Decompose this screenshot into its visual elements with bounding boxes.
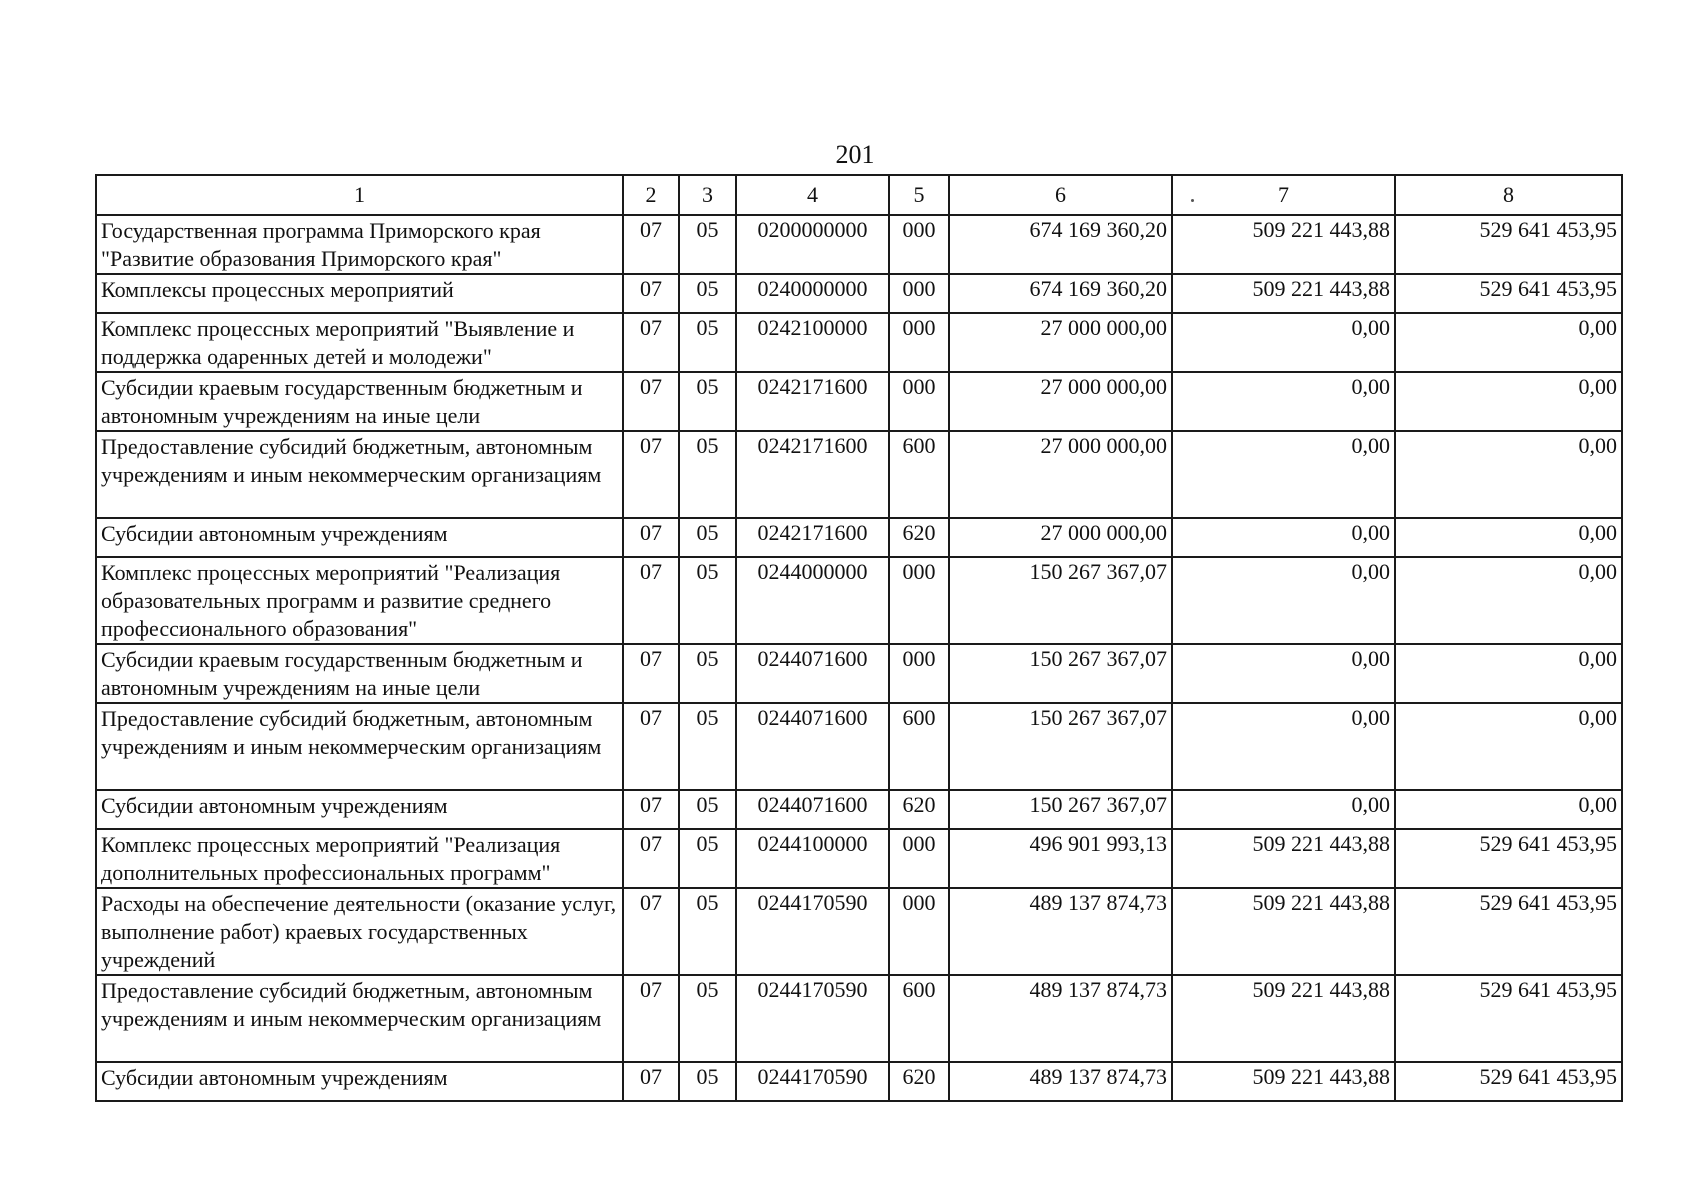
row-name: Комплекс процессных мероприятий "Выявление и поддержка одаренных детей и молодежи": [96, 313, 623, 372]
row-amount-col7: 0,00: [1172, 431, 1395, 518]
row-amount-col7: 0,00: [1172, 703, 1395, 790]
row-amount-col7: 509 221 443,88: [1172, 215, 1395, 274]
row-amount-col6: 489 137 874,73: [949, 888, 1172, 975]
row-name: Расходы на обеспечение деятельности (оказание услуг, выполнение работ) краевых государственных учреждений: [96, 888, 623, 975]
row-amount-col8: 529 641 453,95: [1395, 274, 1622, 313]
row-amount-col8: 529 641 453,95: [1395, 215, 1622, 274]
table-row: [96, 790, 1622, 829]
row-target-code: 0244170590: [736, 1062, 889, 1101]
table-row: [96, 557, 1622, 644]
budget-table: [95, 174, 1623, 1102]
row-amount-col7: 0,00: [1172, 557, 1395, 644]
row-expense-type: 620: [889, 790, 949, 829]
row-section: 07: [623, 274, 679, 313]
row-amount-col8: 0,00: [1395, 518, 1622, 557]
column-header-6: 6: [949, 175, 1172, 215]
row-subsection: 05: [679, 888, 736, 975]
row-amount-col8: 0,00: [1395, 644, 1622, 703]
row-section: 07: [623, 313, 679, 372]
column-header-3: 3: [679, 175, 736, 215]
row-section: 07: [623, 1062, 679, 1101]
table-row: [96, 703, 1622, 790]
table-row: [96, 372, 1622, 431]
row-target-code: 0242171600: [736, 431, 889, 518]
row-amount-col6: 150 267 367,07: [949, 557, 1172, 644]
row-subsection: 05: [679, 518, 736, 557]
table-row: [96, 274, 1622, 313]
row-amount-col7: 0,00: [1172, 790, 1395, 829]
column-header-7: 7: [1172, 175, 1395, 215]
row-amount-col6: 674 169 360,20: [949, 215, 1172, 274]
row-name: Субсидии автономным учреждениям: [96, 790, 623, 829]
row-subsection: 05: [679, 829, 736, 888]
table-row: [96, 431, 1622, 518]
row-target-code: 0244170590: [736, 888, 889, 975]
row-name: Комплекс процессных мероприятий "Реализация образовательных программ и развитие среднего профессионального образования": [96, 557, 623, 644]
row-expense-type: 000: [889, 215, 949, 274]
row-amount-col7: 0,00: [1172, 372, 1395, 431]
row-target-code: 0200000000: [736, 215, 889, 274]
row-expense-type: 620: [889, 518, 949, 557]
row-amount-col8: 0,00: [1395, 313, 1622, 372]
table-row: [96, 1062, 1622, 1101]
row-expense-type: 600: [889, 703, 949, 790]
row-subsection: 05: [679, 372, 736, 431]
row-subsection: 05: [679, 274, 736, 313]
row-amount-col8: 0,00: [1395, 703, 1622, 790]
row-subsection: 05: [679, 313, 736, 372]
table-row: [96, 518, 1622, 557]
row-target-code: 0244170590: [736, 975, 889, 1062]
row-amount-col8: 0,00: [1395, 372, 1622, 431]
row-expense-type: 000: [889, 274, 949, 313]
row-section: 07: [623, 790, 679, 829]
row-expense-type: 000: [889, 888, 949, 975]
row-expense-type: 000: [889, 557, 949, 644]
row-amount-col7: 509 221 443,88: [1172, 888, 1395, 975]
page-number: 201: [835, 140, 875, 169]
row-section: 07: [623, 557, 679, 644]
row-subsection: 05: [679, 431, 736, 518]
table-header-row: [96, 175, 1622, 215]
column-header-1: 1: [96, 175, 623, 215]
row-name: Предоставление субсидий бюджетным, автономным учреждениям и иным некоммерческим организациям: [96, 703, 623, 790]
column-header-8: 8: [1395, 175, 1622, 215]
row-subsection: 05: [679, 557, 736, 644]
row-section: 07: [623, 518, 679, 557]
row-section: 07: [623, 372, 679, 431]
row-amount-col7: 0,00: [1172, 313, 1395, 372]
row-subsection: 05: [679, 790, 736, 829]
row-amount-col8: 529 641 453,95: [1395, 1062, 1622, 1101]
row-target-code: 0244071600: [736, 703, 889, 790]
row-amount-col6: 27 000 000,00: [949, 518, 1172, 557]
row-name: Субсидии автономным учреждениям: [96, 1062, 623, 1101]
row-amount-col6: 27 000 000,00: [949, 431, 1172, 518]
row-amount-col6: 674 169 360,20: [949, 274, 1172, 313]
row-expense-type: 600: [889, 975, 949, 1062]
row-amount-col6: 496 901 993,13: [949, 829, 1172, 888]
row-section: 07: [623, 829, 679, 888]
row-amount-col7: 509 221 443,88: [1172, 274, 1395, 313]
row-target-code: 0244000000: [736, 557, 889, 644]
row-target-code: 0244100000: [736, 829, 889, 888]
row-amount-col7: 509 221 443,88: [1172, 1062, 1395, 1101]
row-name: Субсидии краевым государственным бюджетным и автономным учреждениям на иные цели: [96, 644, 623, 703]
row-section: 07: [623, 975, 679, 1062]
row-amount-col7: 0,00: [1172, 644, 1395, 703]
row-amount-col6: 150 267 367,07: [949, 790, 1172, 829]
row-name: Субсидии автономным учреждениям: [96, 518, 623, 557]
row-expense-type: 620: [889, 1062, 949, 1101]
row-subsection: 05: [679, 644, 736, 703]
row-expense-type: 000: [889, 372, 949, 431]
row-section: 07: [623, 703, 679, 790]
table-row: [96, 215, 1622, 274]
row-amount-col7: 0,00: [1172, 518, 1395, 557]
row-target-code: 0242171600: [736, 372, 889, 431]
row-subsection: 05: [679, 975, 736, 1062]
row-amount-col6: 150 267 367,07: [949, 703, 1172, 790]
row-name: Субсидии краевым государственным бюджетным и автономным учреждениям на иные цели: [96, 372, 623, 431]
row-target-code: 0240000000: [736, 274, 889, 313]
row-name: Комплекс процессных мероприятий "Реализация дополнительных профессиональных программ": [96, 829, 623, 888]
row-amount-col8: 0,00: [1395, 790, 1622, 829]
table-row: [96, 975, 1622, 1062]
row-amount-col8: 0,00: [1395, 431, 1622, 518]
table-row: [96, 644, 1622, 703]
row-expense-type: 000: [889, 829, 949, 888]
row-expense-type: 000: [889, 313, 949, 372]
row-amount-col8: 529 641 453,95: [1395, 975, 1622, 1062]
column-header-5: 5: [889, 175, 949, 215]
row-section: 07: [623, 215, 679, 274]
row-name: Предоставление субсидий бюджетным, автономным учреждениям и иным некоммерческим организациям: [96, 431, 623, 518]
column-header-4: 4: [736, 175, 889, 215]
row-amount-col6: 489 137 874,73: [949, 975, 1172, 1062]
row-target-code: 0242100000: [736, 313, 889, 372]
row-target-code: 0244071600: [736, 790, 889, 829]
row-subsection: 05: [679, 1062, 736, 1101]
row-amount-col6: 150 267 367,07: [949, 644, 1172, 703]
row-amount-col6: 489 137 874,73: [949, 1062, 1172, 1101]
table-row: [96, 888, 1622, 975]
row-amount-col7: 509 221 443,88: [1172, 975, 1395, 1062]
row-amount-col6: 27 000 000,00: [949, 372, 1172, 431]
row-amount-col8: 0,00: [1395, 557, 1622, 644]
row-amount-col6: 27 000 000,00: [949, 313, 1172, 372]
row-target-code: 0242171600: [736, 518, 889, 557]
column-header-2: 2: [623, 175, 679, 215]
row-name: Предоставление субсидий бюджетным, автономным учреждениям и иным некоммерческим организациям: [96, 975, 623, 1062]
row-section: 07: [623, 888, 679, 975]
row-expense-type: 000: [889, 644, 949, 703]
row-section: 07: [623, 431, 679, 518]
table-row: [96, 313, 1622, 372]
row-name: Комплексы процессных мероприятий: [96, 274, 623, 313]
row-amount-col7: 509 221 443,88: [1172, 829, 1395, 888]
row-name: Государственная программа Приморского края "Развитие образования Приморского края": [96, 215, 623, 274]
table-row: [96, 829, 1622, 888]
row-expense-type: 600: [889, 431, 949, 518]
row-amount-col8: 529 641 453,95: [1395, 829, 1622, 888]
row-target-code: 0244071600: [736, 644, 889, 703]
row-subsection: 05: [679, 703, 736, 790]
row-subsection: 05: [679, 215, 736, 274]
row-amount-col8: 529 641 453,95: [1395, 888, 1622, 975]
row-section: 07: [623, 644, 679, 703]
